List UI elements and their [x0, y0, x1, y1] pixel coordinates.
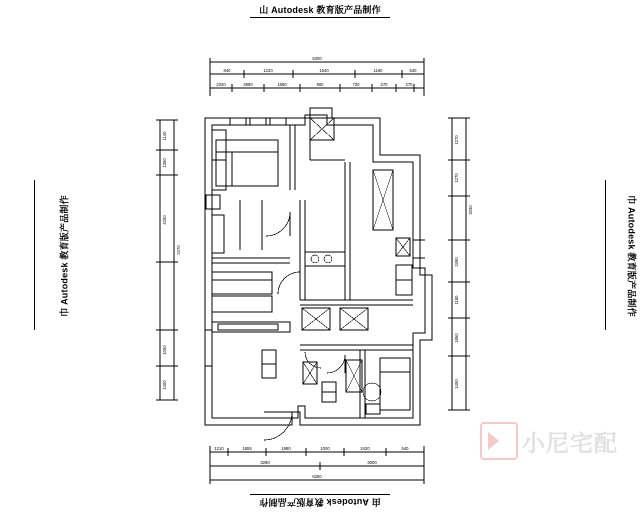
svg-text:1160: 1160: [373, 68, 383, 73]
svg-text:5300: 5300: [312, 56, 322, 61]
svg-text:900: 900: [316, 82, 324, 87]
svg-text:840: 840: [223, 68, 231, 73]
svg-text:1180: 1180: [454, 295, 459, 305]
svg-text:1860: 1860: [454, 333, 459, 343]
svg-text:2470: 2470: [176, 245, 181, 255]
svg-text:1140: 1140: [162, 131, 167, 141]
svg-text:2420: 2420: [360, 446, 370, 451]
svg-text:2030: 2030: [468, 205, 473, 215]
svg-text:3000: 3000: [367, 460, 377, 465]
svg-text:1270: 1270: [454, 173, 459, 183]
watermark-left: 巾 Autodesk 教育版产品制作: [59, 195, 70, 317]
svg-text:1360: 1360: [162, 158, 167, 168]
svg-text:4250: 4250: [162, 215, 167, 225]
svg-text:540: 540: [409, 68, 417, 73]
svg-text:1220: 1220: [263, 68, 273, 73]
svg-text:2320: 2320: [216, 82, 226, 87]
svg-text:1400: 1400: [162, 380, 167, 390]
svg-text:1540: 1540: [319, 68, 329, 73]
brand-name: 小尼宅配: [522, 430, 618, 457]
watermark-top: 山 Autodesk 教育版产品制作: [259, 5, 381, 15]
svg-text:2980: 2980: [243, 82, 253, 87]
svg-text:720: 720: [352, 82, 360, 87]
watermark-bottom: 由 Autodesk 教育版产品制作: [259, 497, 381, 507]
svg-text:1680: 1680: [277, 82, 287, 87]
svg-text:540: 540: [401, 446, 409, 451]
brand-watermark: [480, 422, 618, 460]
play-triangle-icon: [480, 422, 518, 460]
svg-text:1000: 1000: [320, 446, 330, 451]
watermark-right: 巾 Autodesk 教育版产品制作: [626, 195, 637, 317]
svg-text:1050: 1050: [162, 345, 167, 355]
svg-text:6280: 6280: [312, 474, 322, 479]
svg-text:1450: 1450: [454, 379, 459, 389]
svg-text:2490: 2490: [454, 257, 459, 267]
svg-text:1210: 1210: [214, 446, 224, 451]
svg-text:3280: 3280: [260, 460, 270, 465]
svg-text:1855: 1855: [242, 446, 252, 451]
svg-text:270: 270: [405, 82, 413, 87]
svg-text:1270: 1270: [454, 135, 459, 145]
svg-text:1980: 1980: [281, 446, 291, 451]
svg-text:270: 270: [380, 82, 388, 87]
